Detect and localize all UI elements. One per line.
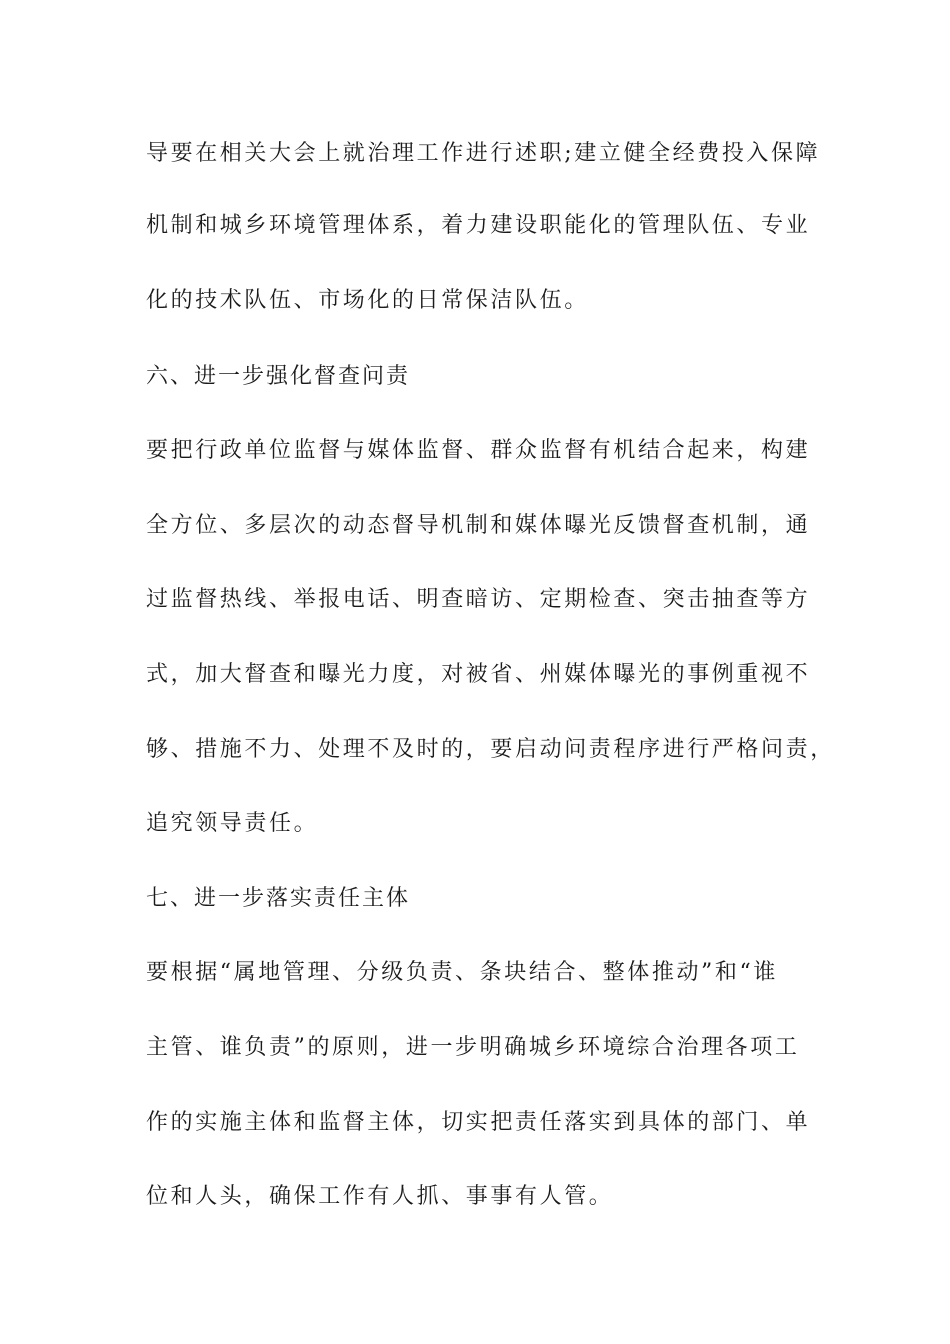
paragraph-line: 导要在相关大会上就治理工作进行述职;建立健全经费投入保障 bbox=[146, 141, 821, 166]
paragraph-line: 机制和城乡环境管理体系，着力建设职能化的管理队伍、专业 bbox=[146, 213, 811, 238]
paragraph-line: 过监督热线、举报电话、明查暗访、定期检查、突击抽查等方 bbox=[146, 587, 811, 612]
paragraph-line: 作的实施主体和监督主体，切实把责任落实到具体的部门、单 bbox=[146, 1110, 811, 1135]
paragraph-line: 主管、谁负责”的原则，进一步明确城乡环境综合治理各项工 bbox=[146, 1035, 800, 1060]
paragraph-line: 要把行政单位监督与媒体监督、群众监督有机结合起来，构建 bbox=[146, 438, 811, 463]
section-heading-7: 七、进一步落实责任主体 bbox=[146, 886, 411, 911]
paragraph-line: 要根据“属地管理、分级负责、条块结合、整体推动”和“谁 bbox=[146, 960, 778, 985]
paragraph-line: 追究领导责任。 bbox=[146, 811, 319, 836]
paragraph-line: 式，加大督查和曝光力度，对被省、州媒体曝光的事例重视不 bbox=[146, 662, 811, 687]
section-heading-6: 六、进一步强化督查问责 bbox=[146, 364, 411, 389]
paragraph-line: 够、措施不力、处理不及时的，要启动问责程序进行严格问责， bbox=[146, 737, 835, 762]
paragraph-line: 全方位、多层次的动态督导机制和媒体曝光反馈督查机制，通 bbox=[146, 513, 811, 538]
paragraph-line: 化的技术队伍、市场化的日常保洁队伍。 bbox=[146, 288, 589, 313]
paragraph-line: 位和人头，确保工作有人抓、事事有人管。 bbox=[146, 1184, 614, 1209]
